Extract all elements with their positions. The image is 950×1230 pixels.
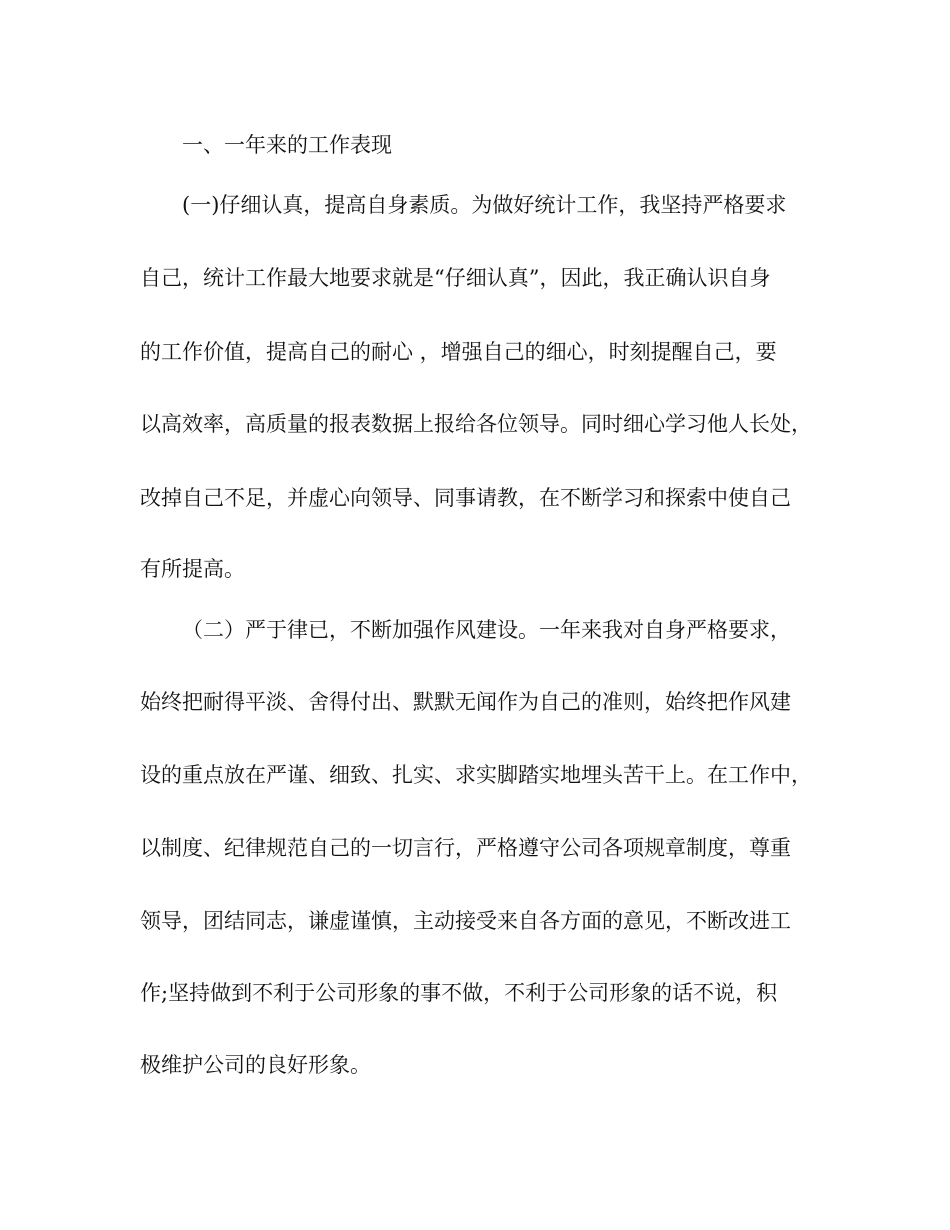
paragraph-line: （二）严于律已，不断加强作风建设。一年来我对自身严格要求， (182, 618, 791, 642)
paragraph-line: 设的重点放在严谨、细致、扎实、求实脚踏实地埋头苦干上。在工作中， (140, 763, 812, 787)
paragraph-line: 改掉自己不足，并虚心向领导、同事请教，在不断学习和探索中使自己 (140, 486, 791, 510)
paragraph-line: 极维护公司的良好形象。 (140, 1053, 371, 1077)
paragraph-line: 始终把耐得平淡、舍得付出、默默无闻作为自己的准则，始终把作风建 (140, 690, 791, 714)
paragraph-line: 以制度、纪律规范自己的一切言行，严格遵守公司各项规章制度，尊重 (140, 836, 791, 860)
section-heading: 一、一年来的工作表现 (182, 133, 392, 157)
paragraph-line: 领导，团结同志，谦虚谨慎，主动接受来自各方面的意见，不断改进工 (140, 909, 791, 933)
paragraph-line: 以高效率，高质量的报表数据上报给各位领导。同时细心学习他人长处， (140, 412, 812, 436)
paragraph-line: 有所提高。 (140, 557, 245, 581)
paragraph-line: 自己，统计工作最大地要求就是“仔细认真”，因此，我正确认识自身 (140, 266, 771, 290)
paragraph-line: (一)仔细认真，提高自身素质。为做好统计工作，我坚持严格要求 (182, 193, 787, 217)
paragraph-line: 作;坚持做到不利于公司形象的事不做，不利于公司形象的话不说，积 (140, 981, 778, 1005)
paragraph-line: 的工作价值，提高自己的耐心 ，增强自己的细心，时刻提醒自己，要 (140, 340, 777, 364)
